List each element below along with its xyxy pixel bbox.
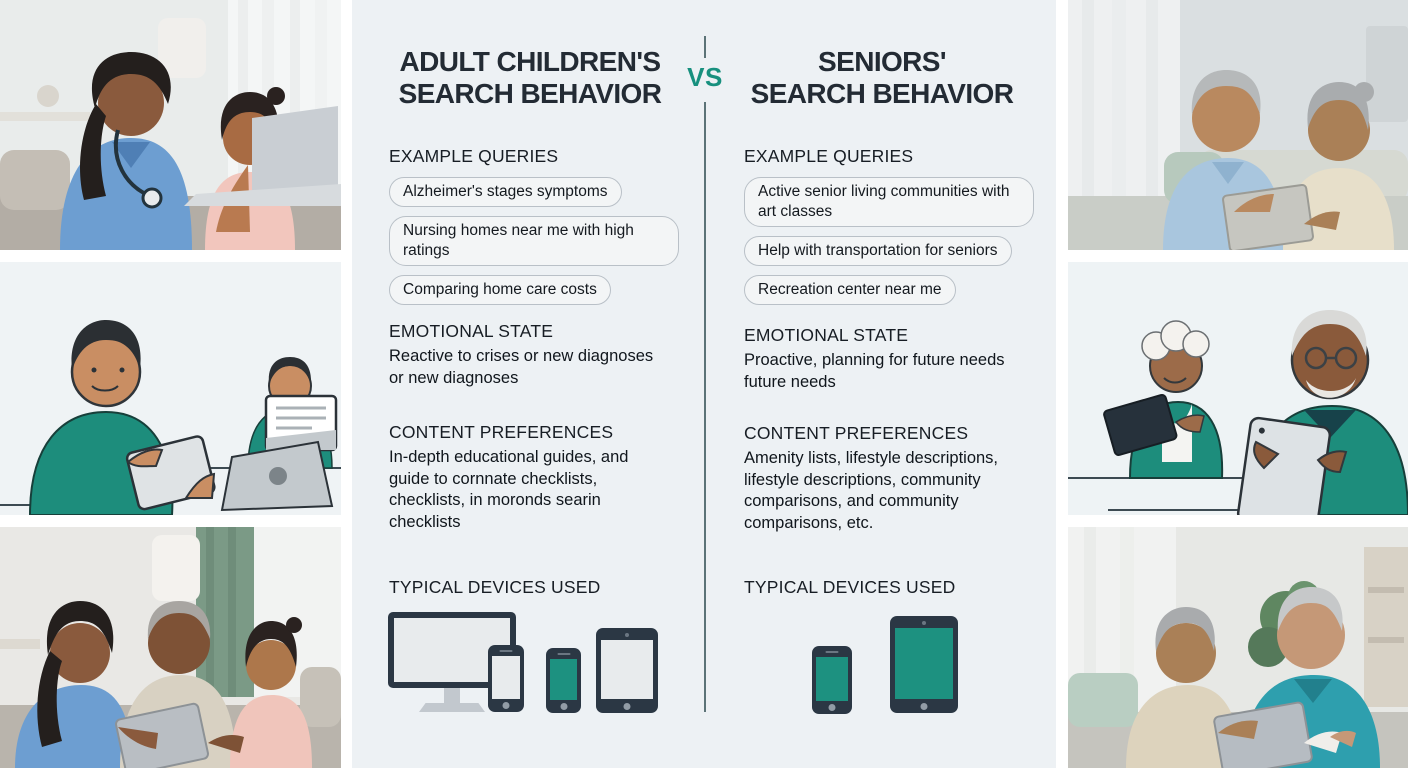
left-title: [374, 46, 686, 110]
right-content-preferences-label: CONTENT PREFERENCES: [744, 423, 969, 443]
query-pill: Recreation center near me: [744, 275, 956, 305]
right-title-line2: SEARCH BEHAVIOR: [750, 78, 1014, 109]
left-example-queries-label: EXAMPLE QUERIES: [389, 146, 559, 166]
left-devices-label: TYPICAL DEVICES USED: [389, 577, 601, 597]
right-query-pills: [744, 177, 1044, 305]
right-emotional-state-text: Proactive, planning for future needs future needs: [744, 351, 1005, 391]
left-emotional-state-label: EMOTIONAL STATE: [389, 321, 554, 341]
left-content-preferences-text: In-depth educational guides, and guide to cornnate checklists, checklists, in moronds searin checklists: [389, 448, 629, 531]
photo-family-tablet: [0, 527, 341, 768]
illustration-seniors-tablets-art: [1068, 262, 1408, 515]
tablet-icon: [596, 628, 658, 713]
left-title-line2: SEARCH BEHAVIOR: [398, 78, 662, 109]
photo-senior-couple-tablet: [1068, 0, 1408, 250]
smartphone-teal-icon: [812, 646, 852, 714]
right-device-icons: [744, 606, 1024, 718]
divider-line-bottom: [704, 102, 706, 712]
photo-senior-caregiver-tablet-art: [1068, 527, 1408, 768]
right-title: [740, 46, 1024, 110]
smartphone-teal-icon: [546, 648, 581, 713]
photo-caregiver-child-laptop-art: [0, 0, 341, 250]
divider-line-top: [704, 36, 706, 58]
photo-caregiver-child-laptop: [0, 0, 341, 250]
illustration-adults-devices-art: [0, 262, 341, 515]
photo-family-tablet-art: [0, 527, 341, 768]
vs-label: VS: [687, 62, 723, 92]
illustration-adults-devices: [0, 262, 341, 515]
query-pill: Nursing homes near me with high ratings: [389, 216, 679, 266]
right-example-queries-label: EXAMPLE QUERIES: [744, 146, 914, 166]
query-pill: Comparing home care costs: [389, 275, 611, 305]
query-pill: Alzheimer's stages symptoms: [389, 177, 622, 207]
tablet-teal-icon: [890, 616, 958, 713]
photo-senior-caregiver-tablet: [1068, 527, 1408, 768]
right-title-line1: SENIORS': [818, 46, 946, 77]
left-emotional-state-text: Reactive to crises or new diagnoses or new diagnoses: [389, 347, 654, 387]
query-pill: Help with transportation for seniors: [744, 236, 1012, 266]
right-devices-label: TYPICAL DEVICES USED: [744, 577, 956, 597]
left-title-line1: ADULT CHILDREN'S: [399, 46, 661, 77]
left-device-icons: [388, 606, 688, 718]
left-query-pills: [389, 177, 689, 305]
query-pill: Active senior living communities with art classes: [744, 177, 1034, 227]
photo-senior-couple-tablet-art: [1068, 0, 1408, 250]
comparison-panel: [352, 0, 1056, 768]
illustration-seniors-tablets: [1068, 262, 1408, 515]
right-emotional-state-label: EMOTIONAL STATE: [744, 325, 909, 345]
right-content-preferences-text: Amenity lists, lifestyle descriptions, lifestyle descriptions, community comparisons, and community comparisons, etc.: [744, 449, 999, 532]
smartphone-icon: [488, 645, 524, 712]
left-content-preferences-label: CONTENT PREFERENCES: [389, 422, 614, 442]
